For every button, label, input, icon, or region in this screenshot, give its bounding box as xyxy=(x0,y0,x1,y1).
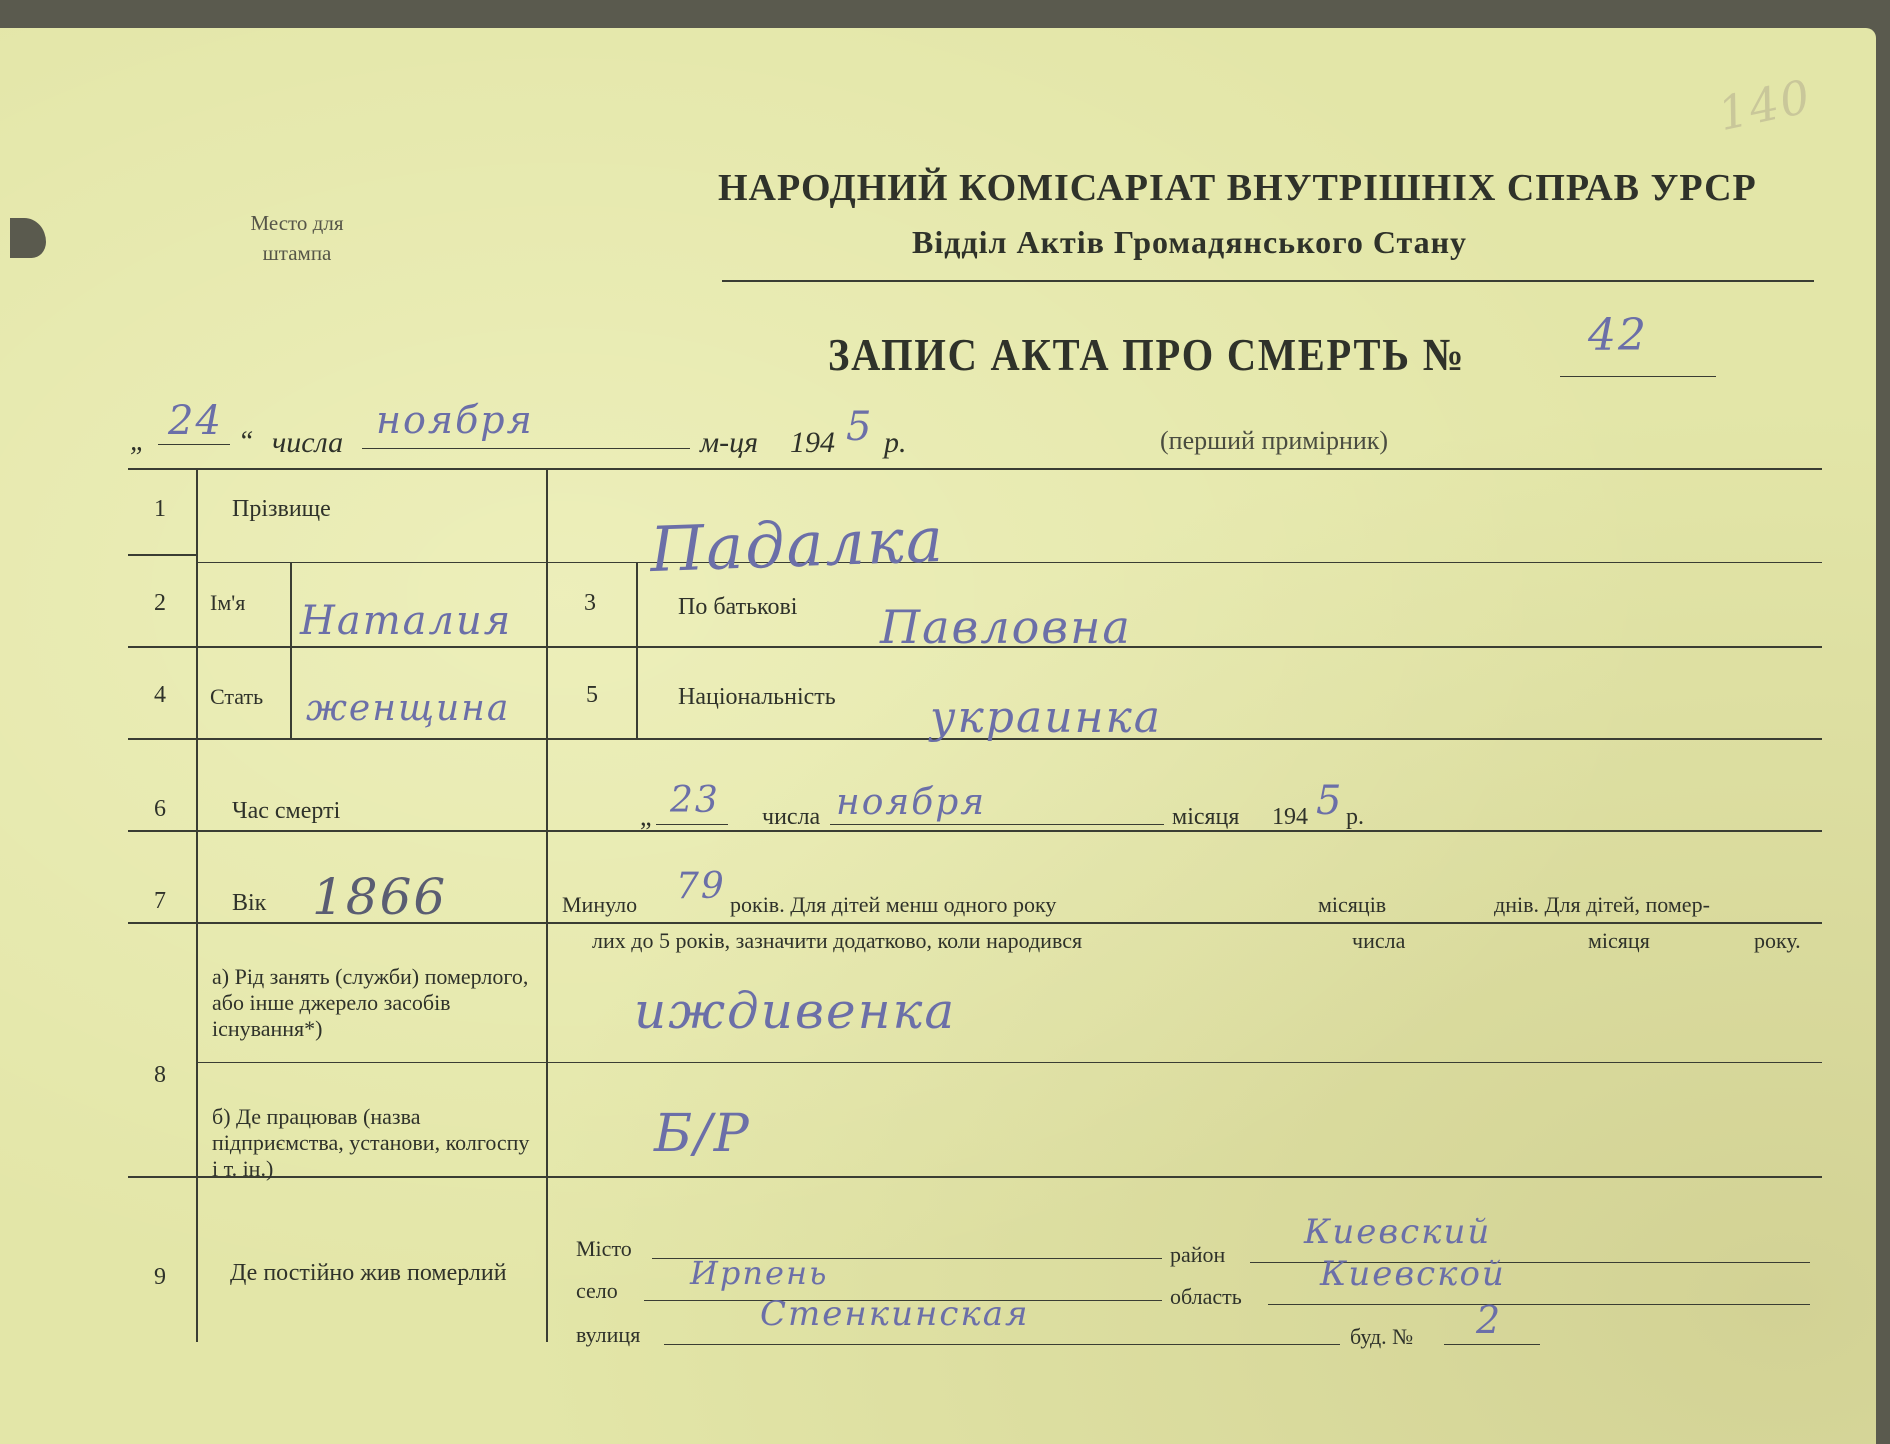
record-day: 24 xyxy=(168,398,223,444)
row-separator xyxy=(196,1062,1822,1063)
stamp-placeholder: Место для штампа xyxy=(250,211,344,265)
death-day-label: числа xyxy=(762,804,821,830)
death-year-digit: 5 xyxy=(1316,778,1344,824)
house-label: буд. № xyxy=(1350,1324,1414,1349)
residence-label: Де постійно жив померлий xyxy=(230,1260,507,1286)
age-born-month-label: місяця xyxy=(1588,928,1650,953)
region-label: область xyxy=(1170,1284,1242,1309)
name-sex-divider xyxy=(290,562,292,738)
surname-label: Прізвище xyxy=(232,496,331,522)
birth-year-value: 1866 xyxy=(312,868,448,926)
city-label: Місто xyxy=(576,1236,632,1261)
row4-number: 4 xyxy=(154,682,166,708)
paper-tear xyxy=(10,218,46,258)
row6-number: 6 xyxy=(154,796,166,822)
record-number-line xyxy=(1560,376,1716,377)
age-text-under5: лих до 5 років, зазначити додатково, коли народився xyxy=(592,928,1083,953)
region-value: Киевской xyxy=(1320,1254,1506,1294)
occupation-value: иждивенка xyxy=(634,982,957,1040)
death-year-suffix: р. xyxy=(1346,804,1364,830)
sex-value: женщина xyxy=(306,688,511,729)
record-year-prefix: 194 xyxy=(790,426,835,459)
nationality-label: Національність xyxy=(678,684,836,710)
document-title: ЗАПИС АКТА ПРО СМЕРТЬ № xyxy=(828,329,1466,380)
date-quote-open: „ xyxy=(130,426,146,457)
patronymic-value: Павловна xyxy=(880,600,1132,654)
first-name-label: Ім'я xyxy=(210,590,246,615)
age-born-year-label: року. xyxy=(1754,928,1801,953)
date-quote-close: “ xyxy=(238,426,254,457)
surname-value: Падалка xyxy=(648,502,946,587)
death-year-prefix: 194 xyxy=(1272,804,1308,830)
row5-number: 5 xyxy=(586,682,598,708)
death-quote-open: „ xyxy=(640,802,652,831)
age-years-value: 79 xyxy=(676,866,726,907)
row8-number: 8 xyxy=(154,1062,166,1088)
row2-number: 2 xyxy=(154,590,166,616)
age-born-day-label: числа xyxy=(1352,928,1406,953)
row1-number: 1 xyxy=(154,496,166,522)
occupation-label: а) Рід занять (служби) померлого, або інше джерело засобів існування*) xyxy=(212,964,529,1041)
age-label: Вік xyxy=(232,890,267,916)
district-value: Киевский xyxy=(1304,1212,1492,1252)
street-value: Стенкинская xyxy=(760,1294,1030,1334)
row-separator xyxy=(128,830,1822,832)
death-time-label: Час смерті xyxy=(232,798,341,824)
record-month-line xyxy=(362,448,690,449)
table-top-rule xyxy=(128,468,1822,470)
header-rule xyxy=(722,280,1814,282)
age-passed-label: Минуло xyxy=(562,892,638,917)
header-department: Відділ Актів Громадянського Стану xyxy=(912,224,1468,260)
district-label: район xyxy=(1170,1242,1226,1267)
house-value: 2 xyxy=(1476,1298,1503,1342)
death-month: ноября xyxy=(836,782,987,823)
col-label-divider xyxy=(546,468,548,1342)
death-day-line xyxy=(656,824,728,825)
death-month-line xyxy=(830,824,1164,825)
row-separator xyxy=(128,554,196,556)
first-name-value: Наталия xyxy=(300,598,513,644)
row-separator xyxy=(196,562,1822,563)
record-month: ноября xyxy=(376,398,534,442)
record-month-label: м-ця xyxy=(700,426,759,459)
header-ministry: НАРОДНИЙ КОМІСАРІАТ ВНУТРІШНІХ СПРАВ УРСР xyxy=(718,167,1757,209)
death-month-label: місяця xyxy=(1172,804,1240,830)
page-number: 140 xyxy=(1713,68,1817,142)
age-text-infants: років. Для дітей менш одного року xyxy=(730,892,1057,917)
record-day-line xyxy=(158,444,230,445)
street-label: вулиця xyxy=(576,1322,641,1347)
record-number: 42 xyxy=(1588,310,1648,361)
record-day-label: числа xyxy=(272,426,344,459)
death-day: 23 xyxy=(670,780,720,821)
record-year-suffix: р. xyxy=(884,426,907,459)
record-year-digit: 5 xyxy=(846,404,874,450)
col-num-divider xyxy=(196,468,198,1342)
region-line xyxy=(1268,1304,1810,1305)
workplace-value: Б/Р xyxy=(654,1104,751,1164)
patronymic-divider xyxy=(636,562,638,738)
row9-number: 9 xyxy=(154,1264,166,1290)
village-label: село xyxy=(576,1278,618,1303)
age-days-text: днів. Для дітей, помер- xyxy=(1494,892,1710,917)
row3-number: 3 xyxy=(584,590,596,616)
copy-note: (перший примірник) xyxy=(1160,426,1389,455)
nationality-value: украинка xyxy=(930,692,1163,743)
row7-number: 7 xyxy=(154,888,166,914)
village-value: Ирпень xyxy=(690,1254,829,1292)
street-line xyxy=(664,1344,1340,1345)
death-record-sheet xyxy=(0,28,1876,1444)
age-months-label: місяців xyxy=(1318,892,1387,917)
house-line xyxy=(1444,1344,1540,1345)
sex-label: Стать xyxy=(210,684,264,709)
workplace-label: б) Де працював (назва підприємства, установи, колгоспу і т. ін.) xyxy=(212,1104,530,1181)
patronymic-label: По батькові xyxy=(678,594,798,620)
